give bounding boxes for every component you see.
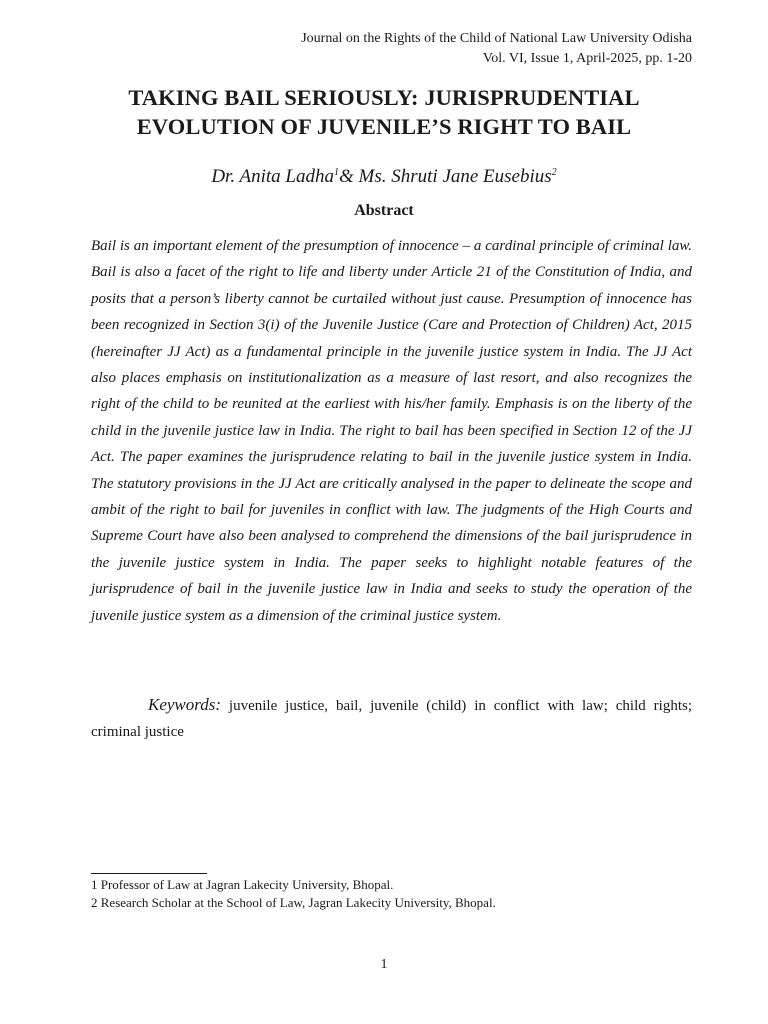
author-2: Ms. Shruti Jane Eusebius [358, 166, 552, 187]
journal-name: Journal on the Rights of the Child of National Law University Odisha [301, 31, 692, 46]
abstract-heading: Abstract [354, 202, 414, 219]
footnote-divider [91, 873, 207, 874]
title-line-2: EVOLUTION OF JUVENILE’S RIGHT TO BAIL [136, 114, 632, 139]
page-number: 1 [380, 957, 388, 972]
paper-title [60, 83, 708, 141]
keywords-text: juvenile justice, bail, juvenile (child) in conflict with law; child rights; criminal justice [91, 698, 692, 740]
author-line [0, 164, 768, 190]
title-line-1: TAKING BAIL SERIOUSLY: JURISPRUDENTIAL [128, 85, 640, 110]
footnote-marker-2[interactable]: 2 [551, 167, 557, 178]
footnote-marker-1[interactable]: 1 [333, 167, 339, 178]
keywords-paragraph [91, 692, 692, 745]
abstract-text: Bail is an important element of the presumption of innocence – a cardinal principle of criminal law. Bail is also a facet of the right to life and liberty under Article 21 of the Constitution of India, and posits that a person’s liberty cannot be curtailed without just cause. Presumption of innocence has been recognized in Section 3(i) of the Juvenile Justice (Care and Protection of Children) Act, 2015 (hereinafter JJ Act) as a fundamental principle in the juvenile justice system in India. The JJ Act also places emphasis on institutionalization as a measure of last resort, and also recognizes the right of the child to be reunited at the earliest with his/her family. Emphasis is on the liberty of the child in the juvenile justice law in India. The right to bail has been specified in Section 12 of the JJ Act. The paper examines the jurisprudence relating to bail in the juvenile justice system in India. The statutory provisions in the JJ Act are critically analysed in the paper to delineate the scope and ambit of the right to bail for juveniles in conflict with law. The judgments of the High Courts and Supreme Court have also been analysed to comprehend the dimensions of the bail jurisprudence in the juvenile justice system in India. The paper seeks to highlight notable features of the jurisprudence of bail in the juvenile justice law in India and seeks to study the operation of the juvenile justice system as a dimension of the criminal justice system. [91, 238, 692, 624]
author-separator: & [338, 166, 359, 187]
footnotes [91, 876, 496, 912]
keywords-label: Keywords: [148, 695, 222, 714]
issue-info: Vol. VI, Issue 1, April-2025, pp. 1-20 [482, 51, 692, 66]
running-header [301, 29, 692, 69]
footnote-2: 2 Research Scholar at the School of Law, Jagran Lakecity University, Bhopal. [91, 895, 496, 910]
author-1: Dr. Anita Ladha [211, 166, 334, 187]
footnote-1: 1 Professor of Law at Jagran Lakecity University, Bhopal. [91, 877, 394, 892]
